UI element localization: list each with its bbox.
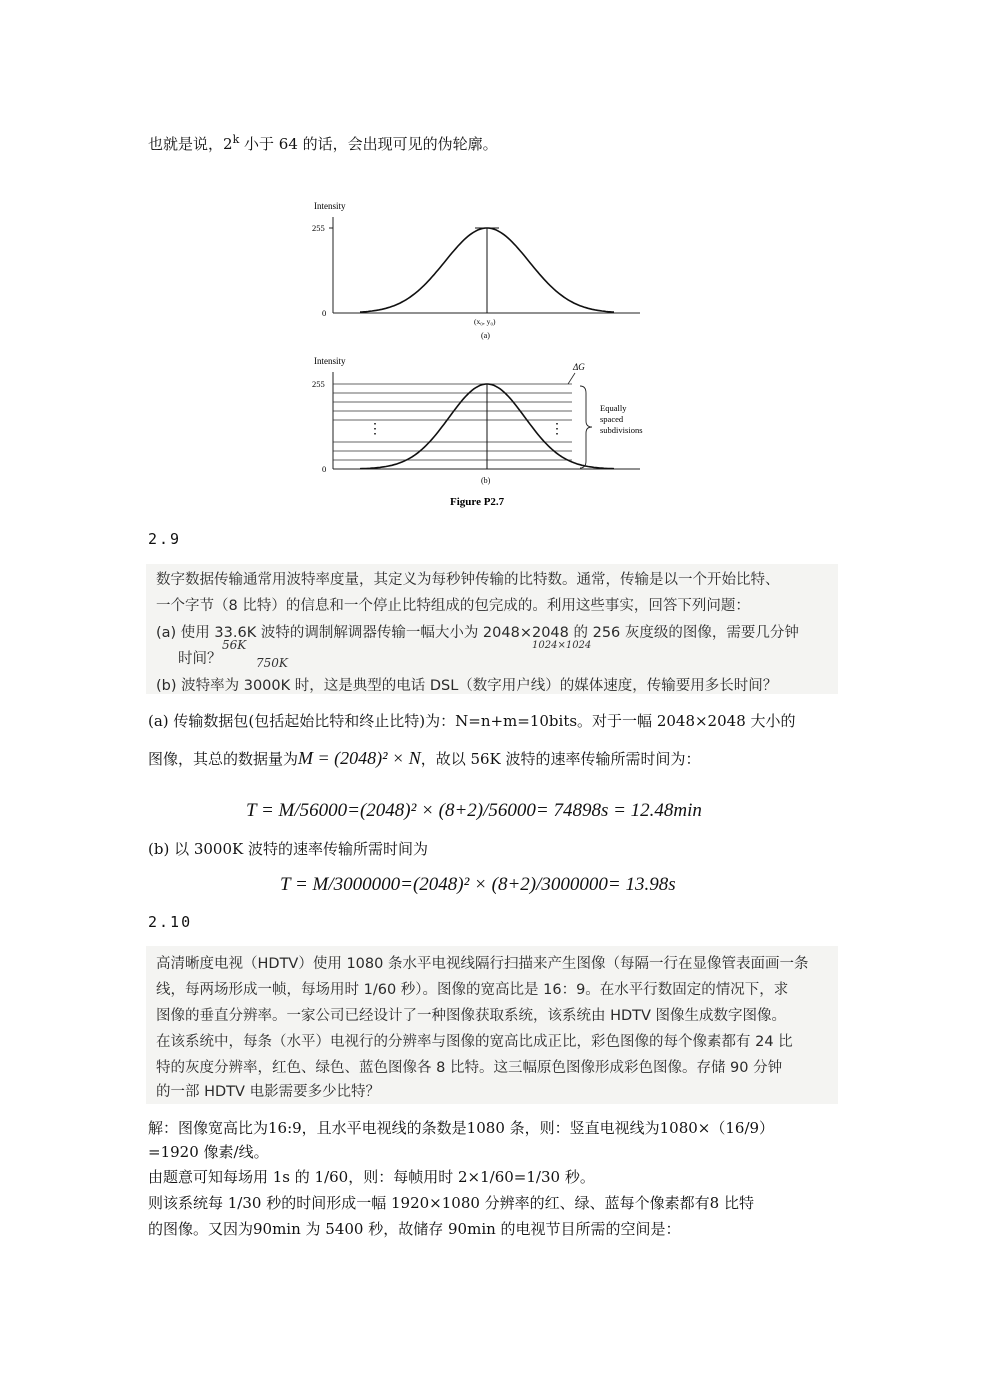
fig-b-dots-left: ⋮ xyxy=(368,422,382,437)
fig-b-ylabel: Intensity xyxy=(314,356,346,366)
scan-2-10-line-5: 特的灰度分辨率，红色、绿色、蓝色图像各 8 比特。这三幅原色图像形成彩色图像。存储 90 分钟 xyxy=(156,1060,783,1076)
scan-2-9-line-1: 数字数据传输通常用波特率度量，其定义为每秒钟传输的比特数。通常，传输是以一个开始比特、 xyxy=(156,572,780,588)
fig-b-brace-text-1: Equally xyxy=(600,403,627,413)
equation-time-3000k: T = M/3000000=(2048)² × (8+2)/3000000= 13.98s xyxy=(280,874,676,895)
answer-a-line-2 xyxy=(148,748,701,769)
scan-2-10-line-6: 的一部 HDTV 电影需要多少比特？ xyxy=(156,1084,381,1100)
scan-2-10-line-4: 在该系统中，每条（水平）电视行的分辨率与图像的宽高比成正比，彩色图像的每个像素都有 24 比 xyxy=(156,1034,793,1050)
scan-2-10-line-1: 高清晰度电视（HDTV）使用 1080 条水平电视线隔行扫描来产生图像（每隔一行在显像管表面画一条 xyxy=(156,956,809,972)
solution-line-1: 解：图像宽高比为16:9，且水平电视线的条数是1080 条，则：竖直电视线为1080×（16/9） xyxy=(148,1119,775,1137)
scan-2-9-line-4: 时间？ xyxy=(178,651,222,667)
fig-b-caption: (b) xyxy=(481,476,491,485)
intro-prefix: 也就是说， xyxy=(148,135,224,153)
scan-2-10-line-3: 图像的垂直分辨率。一家公司已经设计了一种图像获取系统，该系统由 HDTV 图像生成数字图像。 xyxy=(156,1008,787,1024)
fig-b-tick-0: 0 xyxy=(322,464,327,474)
solution-line-2: =1920 像素/线。 xyxy=(148,1143,269,1161)
fig-b-tick-255: 255 xyxy=(312,379,325,389)
intro-line xyxy=(148,134,498,154)
answer-b-line: (b) 以 3000K 波特的速率传输所需时间为 xyxy=(148,840,428,858)
answer-a-line-2-pre: 图像，其总的数据量为 xyxy=(148,750,299,768)
section-2-9-scanned-problem xyxy=(146,564,838,694)
figure-p2-7 xyxy=(300,195,680,515)
fig-b-brace-text-2: spaced xyxy=(600,414,624,424)
handwriting-1024: 1024×1024 xyxy=(532,640,592,651)
fig-b-brace-text-3: subdivisions xyxy=(600,425,643,435)
fig-a-xtick: (x₀, y₀) xyxy=(474,317,496,326)
fig-a-caption: (a) xyxy=(481,331,490,340)
scan-2-9-line-5: (b) 波特率为 3000K 时，这是典型的电话 DSL（数字用户线）的媒体速度，传输要用多长时间？ xyxy=(156,678,778,694)
scan-2-9-line-3: (a) 使用 33.6K 波特的调制解调器传输一幅大小为 2048×2048 的 256 灰度级的图像，需要几分钟 xyxy=(156,625,799,641)
handwriting-750k: 750K xyxy=(256,656,288,670)
fig-b-delta-label: ΔG xyxy=(573,362,585,372)
fig-a-tick-0: 0 xyxy=(322,308,327,318)
solution-line-5: 的图像。又因为90min 为 5400 秒，故储存 90min 的电视节目所需的空间是： xyxy=(148,1220,681,1238)
fig-b-brace xyxy=(580,386,592,468)
handwriting-56k: 56K xyxy=(222,638,247,652)
section-2-9-number: 2.9 xyxy=(148,530,182,548)
intro-base: 2 xyxy=(223,135,233,153)
answer-a-line-2-post: ，故以 56K 波特的速率传输所需时间为： xyxy=(420,750,701,768)
intro-exponent: k xyxy=(232,133,240,146)
answer-a-line-1: (a) 传输数据包(包括起始比特和终止比特)为：N=n+m=10bits。对于一幅 2048×2048 大小的 xyxy=(148,712,796,730)
solution-line-4: 则该系统每 1/30 秒的时间形成一幅 1920×1080 分辨率的红、绿、蓝每个像素都有8 比特 xyxy=(148,1194,754,1212)
scan-2-9-line-2: 一个字节（8 比特）的信息和一个停止比特组成的包完成的。利用这些事实，回答下列问题： xyxy=(156,598,750,614)
intro-suffix: 小于 64 的话，会出现可见的伪轮廓。 xyxy=(239,135,498,153)
fig-a-ylabel: Intensity xyxy=(314,201,346,211)
scan-2-10-line-2: 线，每两场形成一帧，每场用时 1/60 秒）。图像的宽高比是 16：9。在水平行数固定的情况下，求 xyxy=(156,982,789,998)
fig-a-tick-255: 255 xyxy=(312,223,325,233)
figure-title: Figure P2.7 xyxy=(450,496,505,508)
equation-data-amount: M = (2048)² × N xyxy=(298,748,421,768)
section-2-10-scanned-problem xyxy=(146,946,838,1104)
solution-line-3: 由题意可知每场用 1s 的 1/60，则：每帧用时 2×1/60=1/30 秒。 xyxy=(148,1168,595,1186)
equation-time-56k: T = M/56000=(2048)² × (8+2)/56000= 74898s = 12.48min xyxy=(246,800,702,821)
section-2-10-number: 2.10 xyxy=(148,913,193,931)
fig-b-dots-right: ⋮ xyxy=(550,422,564,437)
